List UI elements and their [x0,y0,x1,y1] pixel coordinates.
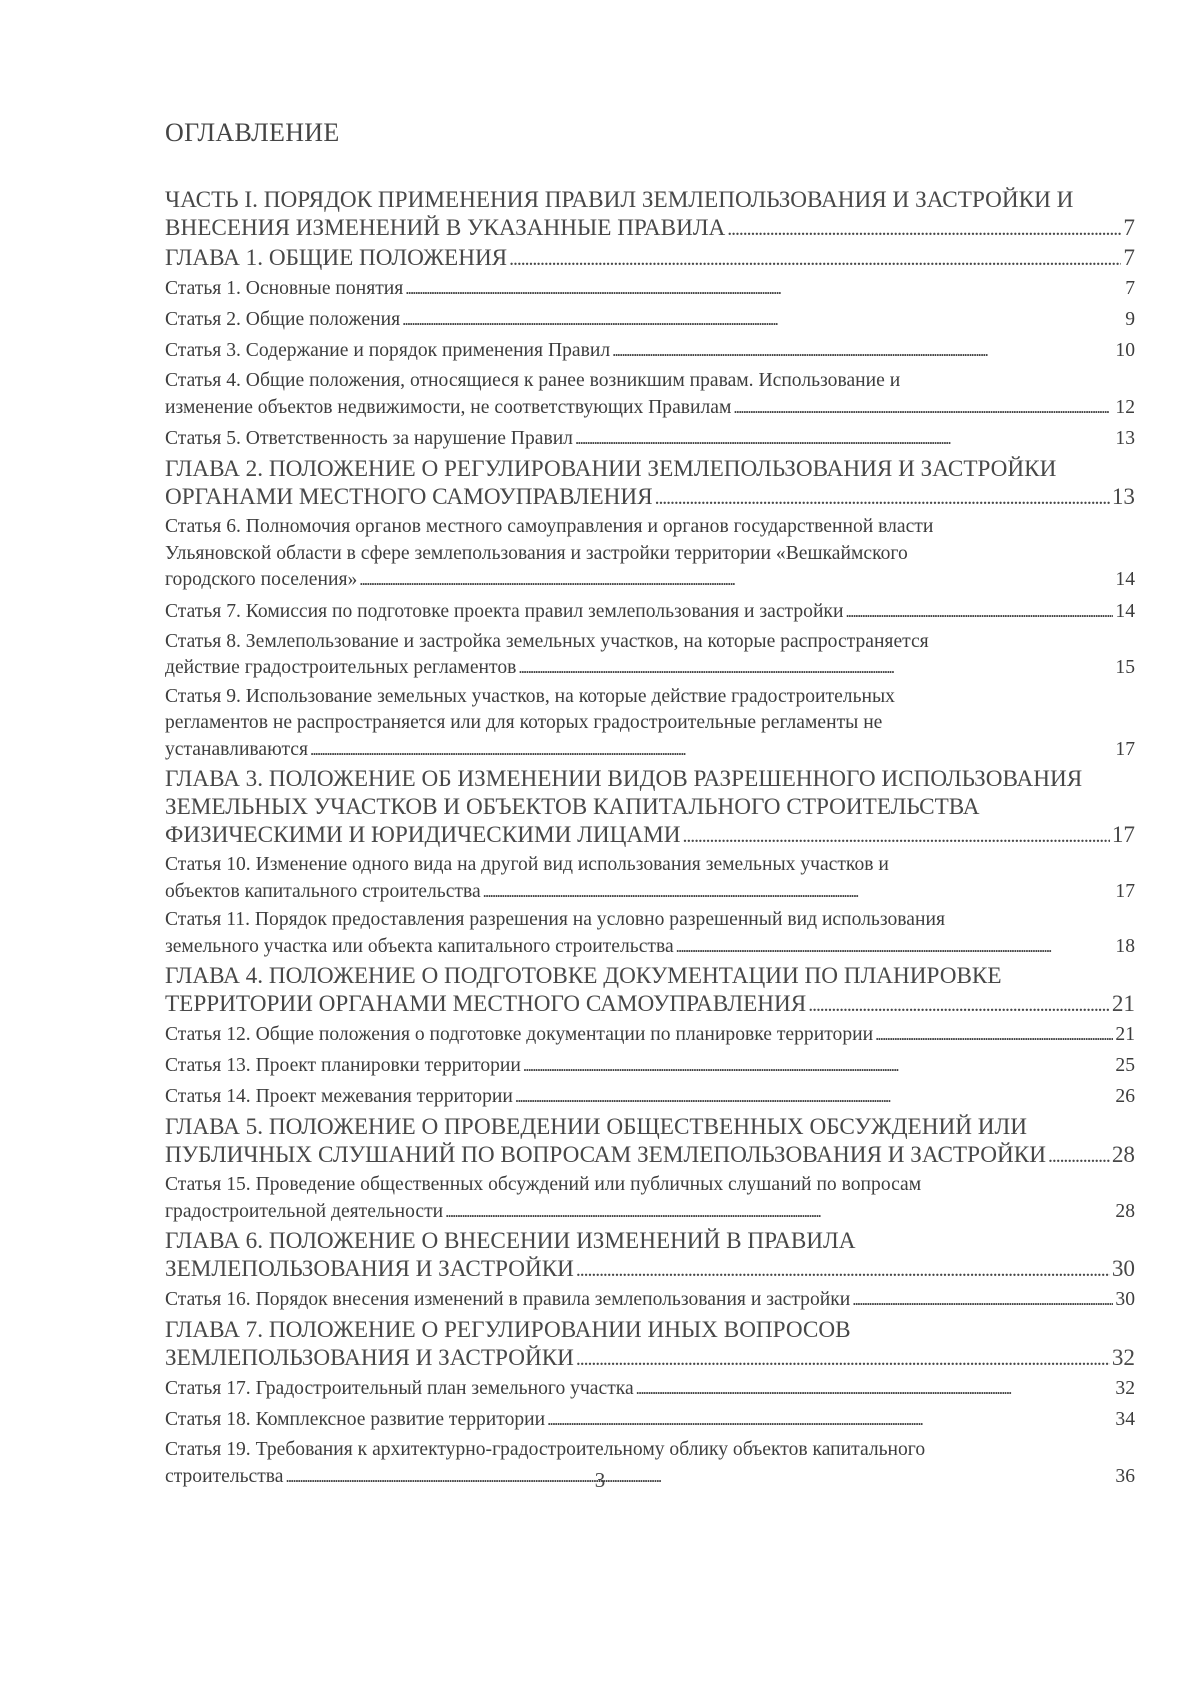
dot-leader [310,737,1113,764]
toc-entry-text: ФИЗИЧЕСКИМИ И ЮРИДИЧЕСКИМИ ЛИЦАМИ [165,822,681,848]
toc-entry-text: городского поселения» [165,569,358,590]
toc-entry-text: ГЛАВА 4. ПОЛОЖЕНИЕ О ПОДГОТОВКЕ ДОКУМЕНТАЦИИ ПО ПЛАНИРОВКЕ [165,963,1002,989]
dot-leader [515,1081,1114,1112]
toc-entry-page: 28 [1111,1142,1135,1168]
dot-leader [845,596,1113,627]
toc-page [165,118,1135,1492]
toc-entry-text: Статья 2. Общие положения [165,309,401,330]
toc-entry-article[interactable] [165,684,1135,764]
toc-list [165,186,1135,1490]
toc-entry-text: Статья 15. Проведение общественных обсуждений или публичных слушаний по вопросам [165,1174,922,1195]
toc-entry-text: ГЛАВА 2. ПОЛОЖЕНИЕ О РЕГУЛИРОВАНИИ ЗЕМЛЕПОЛЬЗОВАНИЯ И ЗАСТРОЙКИ [165,456,1057,482]
toc-entry-article[interactable] [165,1019,1135,1050]
toc-entry-page: 13 [1111,484,1135,510]
toc-entry-page: 17 [1111,822,1135,848]
toc-entry-page: 14 [1115,600,1135,622]
toc-entry-text: Статья 8. Землепользование и застройка земельных участков, на которые распространяется [165,630,929,652]
toc-entry-article[interactable] [165,1081,1135,1112]
dot-leader [518,655,1113,682]
toc-entry-article[interactable] [165,1172,1135,1225]
toc-entry-text: Статья 5. Ответственность за нарушение Правил [165,428,573,449]
toc-entry-chapter[interactable] [165,962,1135,1019]
toc-entry-page: 7 [1123,215,1135,241]
toc-entry-page: 34 [1115,1409,1135,1430]
dot-leader [523,1050,1114,1081]
dot-leader [576,1255,1110,1284]
dot-leader [808,990,1110,1019]
toc-entry-text: Статья 16. Порядок внесения изменений в правила землепользования и застройки [165,1289,851,1310]
toc-entry-page: 9 [1125,309,1135,330]
toc-entry-text: Статья 17. Градостроительный план земельного участка [165,1378,634,1399]
toc-entry-article[interactable] [165,1404,1135,1435]
toc-entry-text: Статья 1. Основные понятия [165,278,404,299]
toc-entry-text: Статья 13. Проект планировки территории [165,1055,521,1076]
toc-entry-page: 17 [1115,738,1135,760]
toc-entry-text: ЗЕМЛЕПОЛЬЗОВАНИЯ И ЗАСТРОЙКИ [165,1256,574,1282]
toc-entry-text: объектов капитального строительства [165,880,481,902]
toc-entry-text: ГЛАВА 7. ПОЛОЖЕНИЕ О РЕГУЛИРОВАНИИ ИНЫХ ВОПРОСОВ [165,1317,851,1343]
toc-entry-text: строительства [165,1465,284,1487]
toc-entry-text: ЗЕМЕЛЬНЫХ УЧАСТКОВ И ОБЪЕКТОВ КАПИТАЛЬНОГО СТРОИТЕЛЬСТВА [165,794,980,820]
toc-entry-text: ГЛАВА 6. ПОЛОЖЕНИЕ О ВНЕСЕНИИ ИЗМЕНЕНИЙ В ПРАВИЛА [165,1228,856,1254]
toc-entry-text: Статья 9. Использование земельных участков, на которые действие градостроительных [165,685,895,707]
toc-entry-text: Статья 3. Содержание и порядок применения Правил [165,340,611,361]
toc-entry-text: ЗЕМЛЕПОЛЬЗОВАНИЯ И ЗАСТРОЙКИ [165,1345,574,1371]
toc-entry-text: градостроительной деятельности [165,1200,444,1222]
dot-leader [612,335,1113,366]
toc-entry-article[interactable] [165,304,1135,335]
toc-entry-page: 21 [1115,1024,1135,1045]
toc-entry-text: земельного участка или объекта капитального строительства [165,935,674,957]
toc-entry-article[interactable] [165,907,1135,960]
dot-leader [359,567,1113,594]
toc-entry-page: 25 [1115,1055,1135,1076]
toc-entry-article[interactable] [165,1284,1135,1315]
toc-entry-article[interactable] [165,335,1135,366]
toc-entry-text: ВНЕСЕНИЯ ИЗМЕНЕНИЙ В УКАЗАННЫЕ ПРАВИЛА [165,215,726,241]
toc-entry-text: ТЕРРИТОРИИ ОРГАНАМИ МЕСТНОГО САМОУПРАВЛЕНИЯ [165,991,807,1017]
toc-entry-article[interactable] [165,1373,1135,1404]
toc-entry-page: 12 [1115,396,1135,418]
toc-entry-chapter[interactable] [165,1316,1135,1373]
toc-entry-text: Статья 10. Изменение одного вида на другой вид использования земельных участков и [165,854,889,875]
dot-leader [576,1344,1110,1373]
dot-leader [445,1199,1113,1226]
toc-entry-text: изменение объектов недвижимости, не соответствующих Правилам [165,396,732,418]
toc-title: ОГЛАВЛЕНИЕ [165,118,340,147]
toc-entry-page: 21 [1111,991,1135,1017]
toc-entry-page: 7 [1123,245,1135,271]
dot-leader [727,214,1121,243]
toc-entry-text: ГЛАВА 5. ПОЛОЖЕНИЕ О ПРОВЕДЕНИИ ОБЩЕСТВЕННЫХ ОБСУЖДЕНИЙ ИЛИ [165,1114,1027,1140]
toc-entry-text: Статья 11. Порядок предоставления разрешения на условно разрешенный вид использования [165,909,945,930]
toc-entry-page: 15 [1115,657,1135,678]
toc-entry-article[interactable] [165,368,1135,421]
toc-entry-article[interactable] [165,273,1135,304]
toc-entry-text: ЧАСТЬ I. ПОРЯДОК ПРИМЕНЕНИЯ ПРАВИЛ ЗЕМЛЕПОЛЬЗОВАНИЯ И ЗАСТРОЙКИ И [165,187,1074,213]
toc-entry-text: Ульяновской области в сфере землепользования и застройки территории «Вешкаймского [165,542,908,564]
toc-entry-article[interactable] [165,1050,1135,1081]
dot-leader [852,1284,1113,1315]
dot-leader [575,423,1113,454]
dot-leader [682,821,1109,850]
toc-entry-text: Статья 4. Общие положения, относящиеся к ранее возникшим правам. Использование и [165,370,901,391]
toc-entry-page: 32 [1111,1345,1135,1371]
toc-entry-text: Статья 19. Требования к архитектурно-градостроительному облику объектов капитального [165,1439,926,1460]
toc-entry-chapter[interactable] [165,455,1135,512]
toc-entry-article[interactable] [165,514,1135,594]
toc-entry-article[interactable] [165,629,1135,682]
toc-entry-text: Статья 14. Проект межевания территории [165,1086,513,1107]
toc-entry-page: 28 [1115,1200,1135,1222]
toc-entry-page: 13 [1115,428,1135,449]
toc-entry-text: ГЛАВА 1. ОБЩИЕ ПОЛОЖЕНИЯ [165,245,508,271]
toc-entry-article[interactable] [165,596,1135,627]
toc-entry-page: 14 [1115,569,1135,590]
toc-entry-article[interactable] [165,852,1135,905]
toc-entry-page: 32 [1115,1378,1135,1399]
dot-leader [733,395,1113,422]
toc-entry-page: 17 [1115,880,1135,902]
toc-entry-chapter[interactable] [165,1227,1135,1284]
dot-leader [655,483,1110,512]
toc-entry-article[interactable] [165,423,1135,454]
toc-entry-part[interactable] [165,186,1135,243]
dot-leader [676,934,1114,961]
toc-entry-text: устанавливаются [165,738,309,760]
toc-entry-chapter[interactable] [165,765,1135,850]
toc-entry-text: Статья 18. Комплексное развитие территории [165,1409,546,1430]
toc-entry-page: 30 [1115,1289,1135,1310]
toc-entry-chapter[interactable] [165,244,1135,273]
dot-leader [509,244,1121,273]
dot-leader [1048,1141,1110,1170]
dot-leader [636,1373,1114,1404]
toc-entry-page: 18 [1115,935,1135,957]
toc-entry-text: ПУБЛИЧНЫХ СЛУШАНИЙ ПО ВОПРОСАМ ЗЕМЛЕПОЛЬЗОВАНИЯ И ЗАСТРОЙКИ [165,1142,1046,1168]
toc-entry-text: Статья 7. Комиссия по подготовке проекта правил землепользования и застройки [165,600,844,622]
toc-entry-page: 7 [1125,278,1135,299]
toc-entry-chapter[interactable] [165,1113,1135,1170]
toc-entry-text: ОРГАНАМИ МЕСТНОГО САМОУПРАВЛЕНИЯ [165,484,653,510]
toc-entry-text: регламентов не распространяется или для которых градостроительные регламенты не [165,712,883,733]
toc-entry-text: ГЛАВА 3. ПОЛОЖЕНИЕ ОБ ИЗМЕНЕНИИ ВИДОВ РАЗРЕШЕННОГО ИСПОЛЬЗОВАНИЯ [165,766,1083,792]
toc-entry-page: 26 [1115,1086,1135,1107]
dot-leader [483,879,1114,906]
page-number: 3 [594,1468,606,1492]
toc-entry-text: Статья 6. Полномочия органов местного самоуправления и органов государственной власти [165,516,934,537]
toc-entry-page: 30 [1111,1256,1135,1282]
toc-entry-page: 10 [1115,340,1135,361]
dot-leader [402,304,1123,335]
dot-leader [875,1019,1113,1050]
dot-leader [405,273,1123,304]
toc-entry-text: Статья 12. Общие положения о подготовке документации по планировке территории [165,1024,874,1045]
dot-leader [547,1404,1113,1435]
toc-entry-text: действие градостроительных регламентов [165,657,517,678]
toc-entry-page: 36 [1115,1465,1135,1487]
